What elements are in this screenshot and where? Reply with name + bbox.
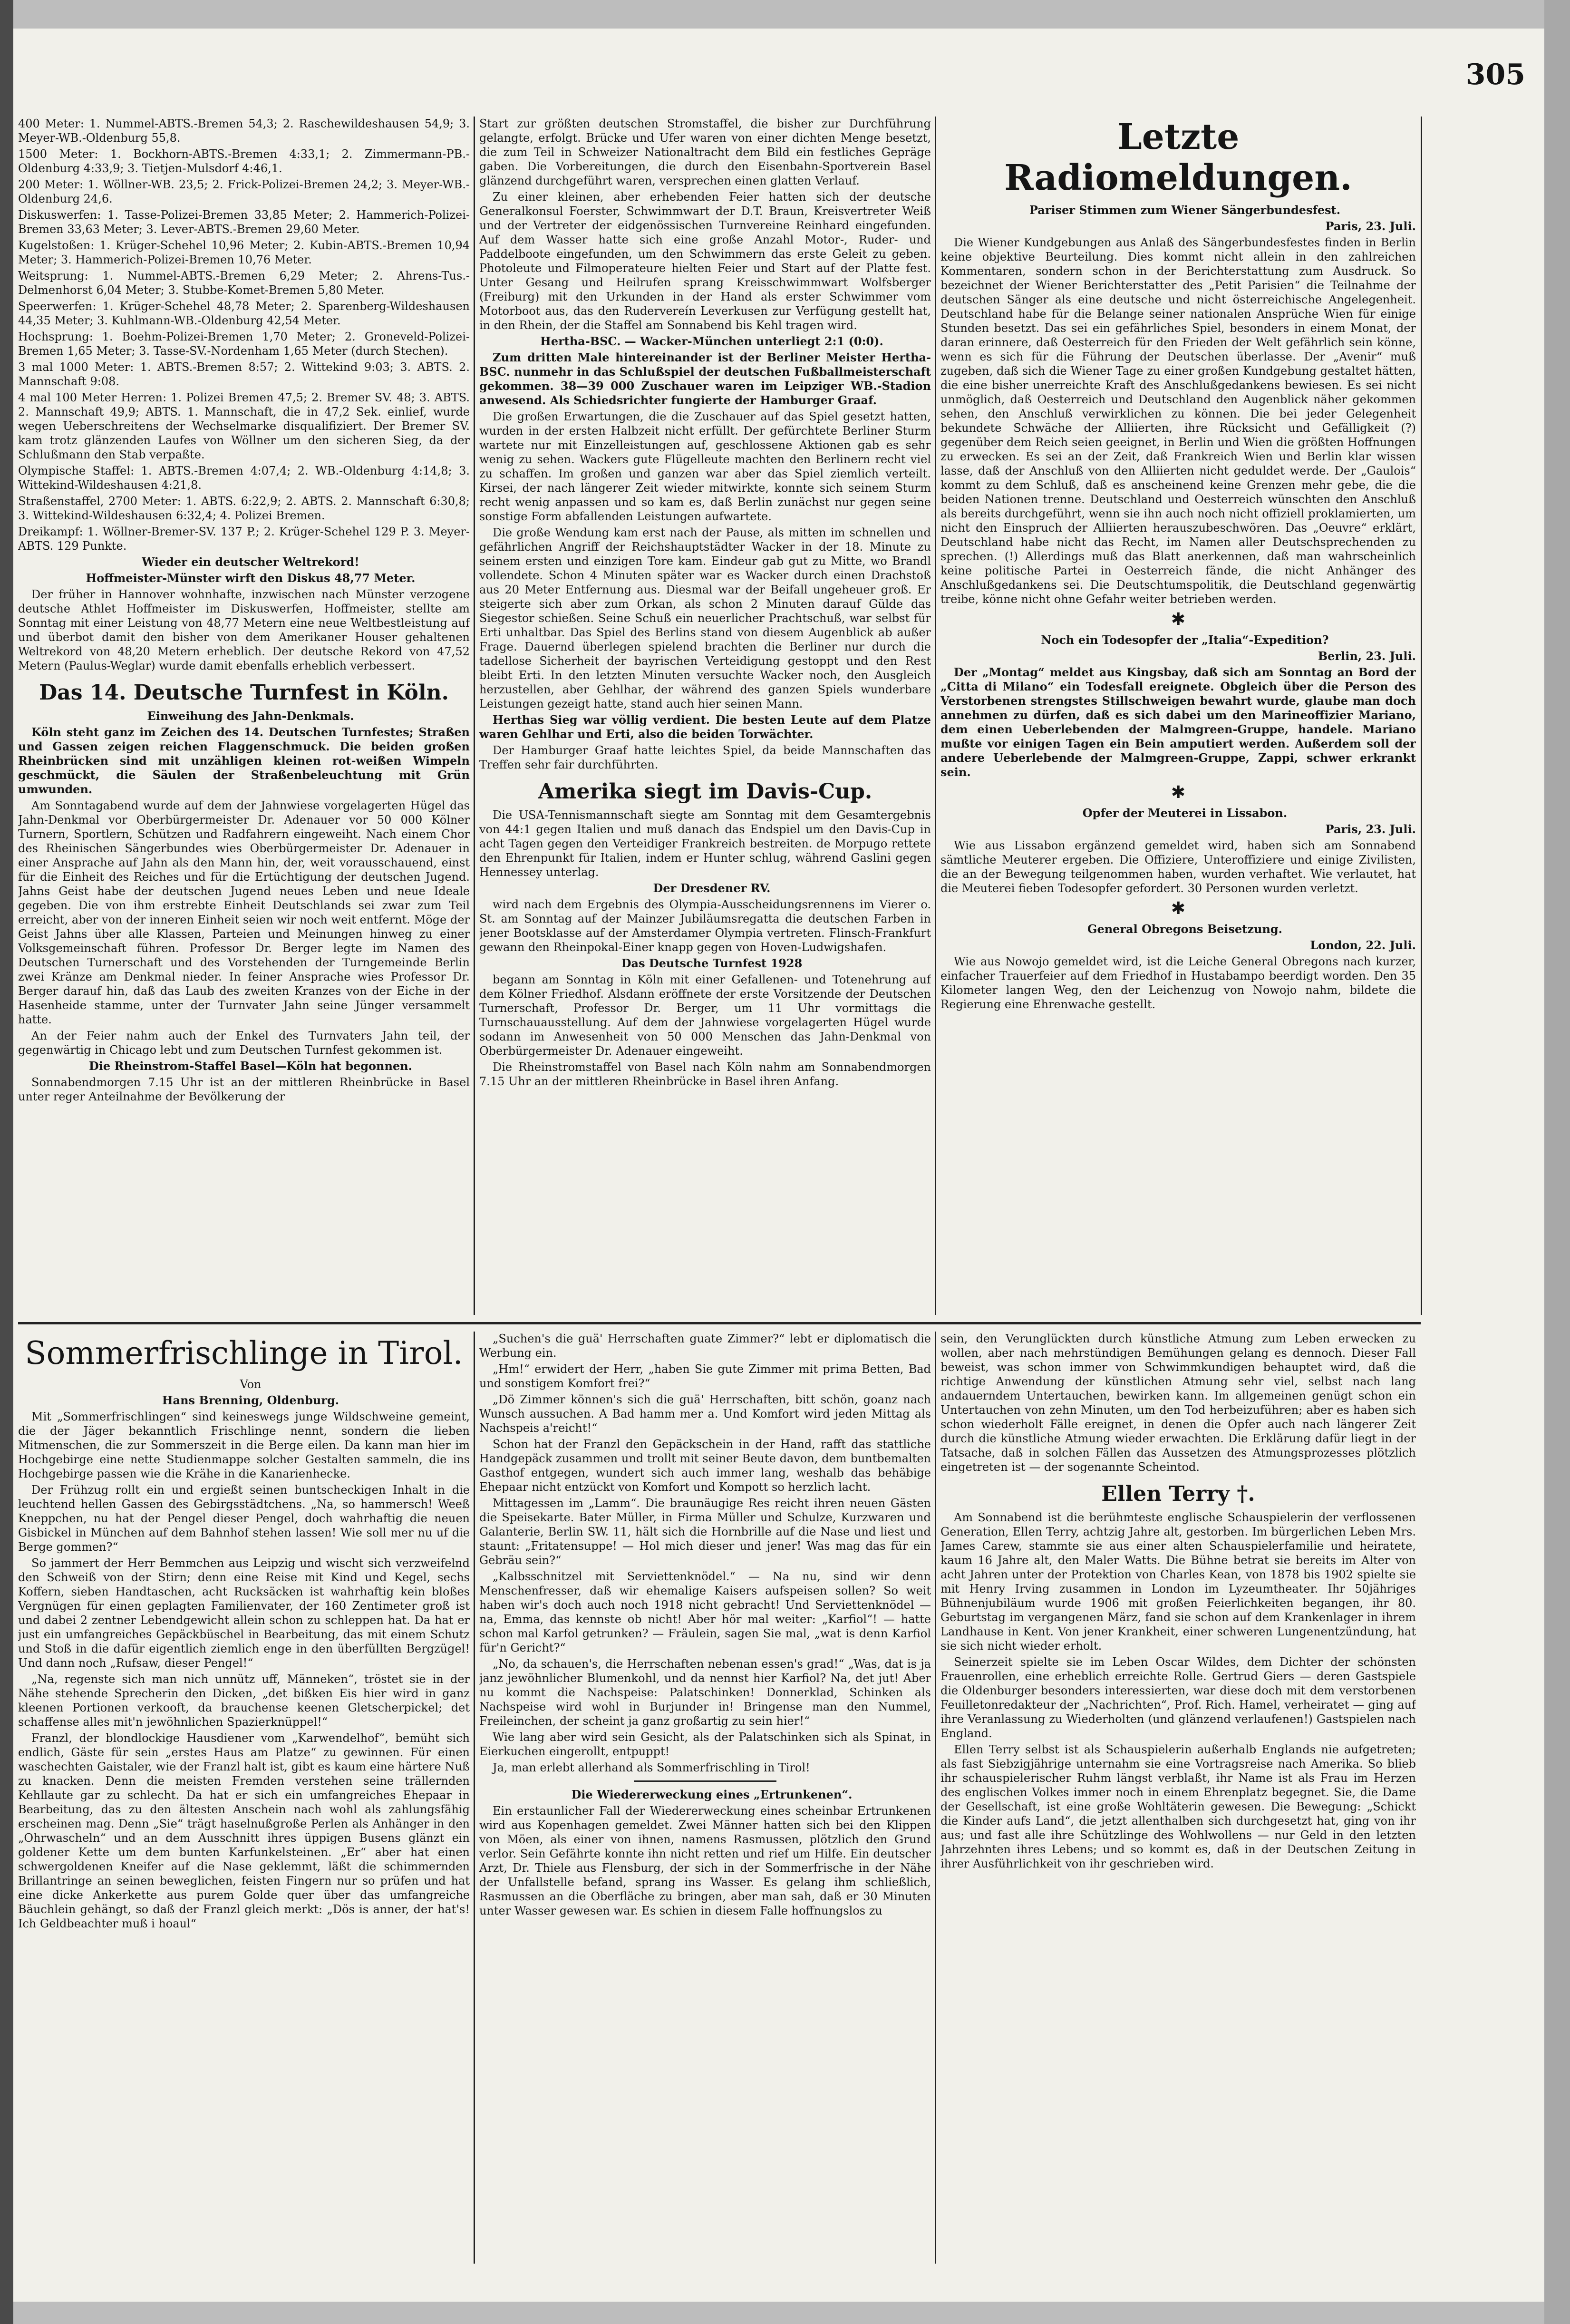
radio-text: Der „Montag“ meldet aus Kingsbay, daß sich am Sonntag an Bord der „Citta di Milano“ ein Todesfall ereignete. Obgleich über die Person des Verstorbenen strengstes Stillschweigen bewahrt wurde, glaube man doch annehmen zu dürfen, daß es sich dabei um den Marineoffizier Mariano, dem einen Ueberlebenden der Malmgreen-Gruppe, handele. Mariano mußte vor einigen Tagen ein Bein amputiert werden. Außerdem soll der andere Ueberlebende der Malmgreen-Gruppe, Zappi, schwer erkrankt sein. [940,665,1416,779]
article-text: Die Rheinstromstaffel von Basel nach Köln nahm am Sonnabendmorgen 7.15 Uhr an der mittleren Rheinbrücke in Basel ihren Anfang. [479,1060,931,1088]
feuilleton-text: „No, da schauen's, die Herrschaften nebenan essen's grad!“ „Was, dat is ja janz jewöhnlicher Blumenkohl, und da nennst hier Karfiol? Na, det jut! Aber nu kommt die Nachspeise: Palatschinken! Donnerklad, Schinken als Nachspeise wird wohl in Burjunder in! Bringense man den Nummel, Freileinchen, der scheint ja ganz großartig zu sein hier!“ [479,1657,931,1728]
article-text: Start zur größten deutschen Stromstaffel, die bisher zur Durchführung gelangte, erfolgt. Brücke und Ufer waren von einer dichten Menge besetzt, die zum Teil in Schweizer Nationaltracht dem Bild ein festliches Gepräge gaben. Die Vorbereitungen, die durch den Eisenbahn-Sportverein Basel glänzend durchgeführt waren, versprechen einen glatten Verlauf. [479,117,931,187]
column-radio-news [940,117,1416,1315]
result-line: Hochsprung: 1. Boehm-Polizei-Bremen 1,70 Meter; 2. Groneveld-Polizei-Bremen 1,65 Meter; 3. Tasse-SV.-Nordenham 1,65 Meter (durch Stechen). [18,330,470,358]
result-line: 1500 Meter: 1. Bockhorn-ABTS.-Bremen 4:33,1; 2. Zimmermann-PB.-Oldenburg 4:33,9; 3. Tietjen-Mulsdorf 4:46,1. [18,147,470,175]
column-sport-reports [479,117,931,1315]
staffel-headline: Die Rheinstrom-Staffel Basel—Köln hat begonnen. [88,1059,413,1073]
article-text: begann am Sonntag in Köln mit einer Gefallenen- und Totenehrung auf dem Kölner Friedhof. Alsdann eröffnete der erste Vorsitzende der Deutschen Turnerschaft, Professor Dr. Berger, um 11 Uhr vormittags die Turnschauausstellung. Auf dem der Jahnwiese vorgelagerten Hügel wurde sodann im Anwesenheit von 50 000 Menschen das Jahn-Denkmal von Oberbürgermeister Dr. Adenauer eingeweiht. [479,973,931,1058]
terry-text: Ellen Terry selbst ist als Schauspielerin außerhalb Englands nie aufgetreten; als fast Siebzigjährige unternahm sie eine Vortragsreise nach Amerika. So blieb ihr schauspielerischer Ruhm längst verblaßt, ihr Name ist als Frau im Herzen des englischen Volkes immer noch in einem Ehrenplatz begegnet. Sie, die Dame der Gesellschaft, ist eine große Wohltäterin gewesen. Die Bewegung: „Schickt die Kinder aufs Land“, die jetzt allenthalben sich durchgesetzt hat, ging von ihr aus; und fast alle ihre Schützlinge des Wohlwollens — nur Geld in den letzten Jahrzehnten ihres Lebens; und so kommt es, daß in der Deutschen Zeitung in ihrer Ausführlichkeit von ihr geschrieben wird. [940,1743,1416,1870]
hertha-headline: Hertha-BSC. — Wacker-München unterliegt 2:1 (0:0). [540,334,883,348]
feuilleton-text: Ja, man erlebt allerhand als Sommerfrischling in Tirol! [493,1761,810,1774]
column-rule [935,117,936,1315]
turnfest-body: Am Sonntagabend wurde auf dem der Jahnwiese vorgelagerten Hügel das Jahn-Denkmal vor Oberbürgermeister Dr. Adenauer vor 50 000 Kölner Turnern, Sportlern, Schützen und Radfahrern eingeweiht. Nach einem Chor des Rheinischen Sängerbundes wies Oberbürgermeister Dr. Adenauer in einer Ansprache auf Jahn als den Mann hin, der, weit vorausschauend, einst für die Einheit des Reiches und für die Ertüchtigung der deutschen Jugend. Jahns Geist habe der deutschen Jugend neues Leben und neue Ideale gegeben. Die von ihm erstrebte Einheit Deutschlands sei zwar zum Teil erreicht, aber von der inneren Einheit seien wir noch weit entfernt. Möge der Geist Jahns über alle Klassen, Parteien und Meinungen hinweg zu einer Volksgemeinschaft führen. Professor Dr. Berger legte im Namen des Deutschen Turnerschaft und des Vorstehenden der Turngemeinde Berlin zwei Kränze am Denkmal nieder. In feiner Ansprache wies Professor Dr. Berger darauf hin, daß das Laub des zweiten Kranzes von der Eiche in der Hasenheide stamme, unter der Turnvater Jahn seine Jünger versammelt hatte. [18,799,470,1026]
result-line: Weitsprung: 1. Nummel-ABTS.-Bremen 6,29 Meter; 2. Ahrens-Tus.-Delmenhorst 6,04 Meter; 3. Stubbe-Komet-Bremen 5,80 Meter. [18,269,470,297]
dateline: Paris, 23. Juli. [1325,219,1416,233]
dateline: Berlin, 23. Juli. [1318,649,1416,663]
weltrekord-headline: Wieder ein deutscher Weltrekord! [142,555,359,569]
feuilleton-text: „Hm!“ erwidert der Herr, „haben Sie gute Zimmer mit prima Betten, Bad und sonstigem Komfort frei?“ [479,1362,931,1390]
article-text: Zu einer kleinen, aber erhebenden Feier hatten sich der deutsche Generalkonsul Foerster, Schwimmwart der D.T. Braun, Kreisvertreter Weiß und der Vertreter der eidgenössischen Turnvereine Reinhard eingefunden. Auf dem Wasser hatte sich eine große Anzahl Motor-, Ruder- und Paddelboote eingefunden, um den Schwimmern das erste Geleit zu geben. Photoleute und Filmoperateure hielten Feier und Start auf der Platte fest. Unter Gesang und Heilrufen sprang Kreisschwimmwart Wolfsberger (Freiburg) mit den Urkunden in der Hand als erster Schwimmer vom Motorboot aus, das den Rudervereín Leverkusen zur Verfügung gestellt hat, in den Rhein, der die Staffel am Sonnabend bis Kehl tragen wird. [479,190,931,332]
feuilleton-text: „Dö Zimmer können's sich die guä' Herrschaften, bitt schön, goanz nach Wunsch aussuchen. A Bad hamm mer a. Und Komfort wird jeden Mittag als Nachspeis a'reicht!“ [479,1393,931,1435]
terry-text: Am Sonnabend ist die berühmteste englische Schauspielerin der verflossenen Generation, Ellen Terry, achtzig Jahre alt, gestorben. Im bürgerlichen Leben Mrs. James Carew, stammte sie aus einer alten Schauspielerfamilie und heiratete, kaum 16 Jahre alt, den Maler Watts. Die Bühne betrat sie bereits im Alter von acht Jahren unter der Protektion von Charles Kean, von 1878 bis 1902 spielte sie mit Henry Irving zusammen in London im Lyzeumtheater. Ihr 50jähriges Bühnenjubiläum wurde 1906 mit großen Feierlichkeiten begangen, ihr 80. Geburtstag im vergangenen März, fand sie schon auf dem Krankenlager in ihrem Landhause in Kent. Von jener Krankheit, einer schweren Lungenentzündung, hat sie sich nicht wieder erholt. [940,1511,1416,1653]
article-text: wird nach dem Ergebnis des Olympia-Ausscheidungsrennens im Vierer o. St. am Sonntag auf der Mainzer Jubiläumsregatta die deutschen Farben in jener Bootsklasse auf der Amsterdamer Olympia vertreten. Flinsch-Frankfurt gewann den Rheinpokal-Einer knapp gegen von Hoven-Ludwigshafen. [479,898,931,954]
feuilleton-text: Wie lang aber wird sein Gesicht, als der Palatschinken sich als Spinat, in Eierkuchen eingerollt, entpuppt! [479,1731,931,1758]
page-number: 305 [1465,58,1525,91]
result-line: Olympische Staffel: 1. ABTS.-Bremen 4:07,4; 2. WB.-Oldenburg 4:14,8; 3. Wittekind-Wildeshausen 4:21,8. [18,464,470,492]
turnfest-text: An der Feier nahm auch der Enkel des Turnvaters Jahn teil, der gegenwärtig in Chicago lebt und zum Deutschen Turnfest gekommen ist. [18,1029,470,1057]
column-feuilleton-1 [18,1332,470,2264]
result-line: 200 Meter: 1. Wöllner-WB. 23,5; 2. Frick-Polizei-Bremen 24,2; 3. Meyer-WB.-Oldenburg 24,6. [18,178,470,205]
result-line: 400 Meter: 1. Nummel-ABTS.-Bremen 54,3; 2. Raschewildeshausen 54,9; 3. Meyer-WB.-Oldenburg 55,8. [18,117,470,145]
scan-border-right [1544,0,1570,2324]
column-rule [935,1332,936,2264]
result-line: Straßenstaffel, 2700 Meter: 1. ABTS. 6:22,9; 2. ABTS. 2. Mannschaft 6:30,8; 3. Wittekind-Wildeshausen 6:32,4; 4. Polizei Bremen. [18,495,470,522]
radio-headline: Noch ein Todesopfer der „Italia“-Expedition? [1041,633,1329,647]
short-rule [634,1780,776,1782]
feuilleton-text: „Kalbsschnitzel mit Serviettenknödel.“ — Na nu, sind wir denn Menschenfresser, daß wir ehemalige Kaisers aufspeisen sollen? So weit haben wir's doch auch noch 1918 nicht gebracht! Und Serviettenknödel — na, Emma, das kennste ob nicht! Aber hör mal weiter: „Karfiol“! — hatte schon mal Karfol getrunken? — Fräulein, sagen Sie mal, „wat is denn Karfiol für'n Gericht?“ [479,1570,931,1654]
star-separator-icon: ✱ [1171,610,1186,629]
staffel-text: Sonnabendmorgen 7.15 Uhr ist an der mittleren Rheinbrücke in Basel unter reger Anteilnahme der Bevölkerung der [18,1076,470,1103]
newspaper-page [13,29,1544,2302]
feuilleton-text: „Suchen's die guä' Herrschaften guate Zimmer?“ lebt er diplomatisch die Werbung ein. [479,1332,931,1360]
column-feuilleton-3 [940,1332,1416,2264]
turnfest-title: Das 14. Deutsche Turnfest in Köln. [39,681,449,705]
star-separator-icon: ✱ [1171,899,1186,918]
section-rule [18,1322,1421,1324]
radio-headline: Opfer der Meuterei in Lissabon. [1082,806,1288,820]
turnfest-lead: Köln steht ganz im Zeichen des 14. Deutschen Turnfestes; Straßen und Gassen zeigen reichen Flaggenschmuck. Die beiden großen Rheinbrücken sind mit unzähligen kleinen rot-weißen Wimpeln geschmückt, die Säulen der Straßenbeleuchtung mit Grün umwunden. [18,725,470,796]
result-line: Dreikampf: 1. Wöllner-Bremer-SV. 137 P.; 2. Krüger-Schehel 129 P. 3. Meyer-ABTS. 129 Punkte. [18,525,470,553]
amerika-title: Amerika siegt im Davis-Cup. [538,779,872,804]
feuilleton-text: Schon hat der Franzl den Gepäckschein in der Hand, rafft das stattliche Handgepäck zusammen und trollt mit seiner Beute davon, dem buntbemalten Gasthof entgegen, wundert sich auch immer lang, weshalb das behäbige Ehepaar nicht entzückt von Komfort und Kompott so herzlich lacht. [479,1438,931,1494]
article-text: Zum dritten Male hintereinander ist der Berliner Meister Hertha-BSC. nunmehr in das Schlußspiel der deutschen Fußballmeisterschaft gekommen. 38—39 000 Zuschauer waren im Leipziger WB.-Stadion anwesend. Als Schiedsrichter fungierte der Hamburger Graaf. [479,350,931,407]
author: Hans Brenning, Oldenburg. [162,1393,339,1407]
result-line: 4 mal 100 Meter Herren: 1. Polizei Bremen 47,5; 2. Bremer SV. 48; 3. ABTS. 2. Mannschaft 49,9; ABTS. 1. Mannschaft, die in 47,2 Sek. einlief, wurde wegen Ueberschreitens der Wechselmarke disqualifiziert. Der Bremer SV. kam trotz glänzenden Laufes von Wöllner um den sicheren Sieg, da der Schlußmann den Stab verpaßte. [18,391,470,461]
star-separator-icon: ✱ [1171,783,1186,802]
sommer-title: Sommerfrischlinge in Tirol. [25,1335,463,1371]
terry-title: Ellen Terry †. [1101,1482,1255,1506]
result-line: Speerwerfen: 1. Krüger-Schehel 48,78 Meter; 2. Sparenberg-Wildeshausen 44,35 Meter; 3. Kuhlmann-WB.-Oldenburg 42,54 Meter. [18,300,470,327]
feuilleton-text: Mittagessen im „Lamm“. Die braunäugige Res reicht ihren neuen Gästen die Speisekarte. Bater Müller, in Firma Müller und Schulze, Kurzwaren und Galanterie, Berlin SW. 11, hält sich die Hornbrille auf die Nase und liest und staunt: „Fritatensuppe! — Hol mich dieser und jener! Was mag das für ein Gebräu sein?“ [479,1497,931,1567]
feuilleton-text: So jammert der Herr Bemmchen aus Leipzig und wischt sich verzweifelnd den Schweiß von der Stirn; denn eine Reise mit Kind und Kegel, sechs Koffern, sieben Handtaschen, acht Rucksäcken ist wahrhaftig kein bloßes Vergnügen für einen geplagten Familienvater, der 160 Zentimeter groß ist und dabei 2 zentner Lebendgewicht allein schon zu schleppen hat. Da hat er just ein umfangreiches Gepäckbüschel in Bearbeitung, das mit einem Schutz und Stoß in die dafür eigentlich ziemlich enge in den überfüllten Bergzügel! Und dann noch „Rufsaw, dieser Pengel!“ [18,1556,470,1670]
feuilleton-text: Franzl, der blondlockige Hausdiener vom „Karwendelhof“, bemüht sich endlich, Gäste für sein „erstes Haus am Platze“ zu gewinnen. Für einen waschechten Gaistaler, wie der Franzl halt ist, gibt es kaum eine härtere Nuß zu knacken. Denn die meisten Fremden verstehen seine trällernden Kehllaute gar zu schlecht. Da hat er sich ein umfangreiches Ehepaar in Bearbeitung, das zu den ältesten Anschein nach wohl als zahlungsfähig erscheinen mag. Denn „Sie“ trägt haselnußgroße Perlen als Anhänger in den „Ohrwascheln“ und an dem Ausschnitt ihres üppigen Busens glänzt ein goldener Kette um dem bunten Karfunkelsteinen. „Er“ aber hat einen schwergoldenen Kneifer auf die Nase geklemmt, läßt die schimmernden Brillantringe an seinen beweglichen, feisten Fingern nur so prüfen und hat eine dicke Ankerkette aus purem Golde quer über das umfangreiche Bäuchlein gehängt, so daß der Franzl gleich merkt: „Dös is anner, der hat's! Ich Geldbeachter muß i hoaul“ [18,1731,470,1930]
result-line: 3 mal 1000 Meter: 1. ABTS.-Bremen 8:57; 2. Wittekind 9:03; 3. ABTS. 2. Mannschaft 9:08. [18,360,470,388]
article-text: Die große Wendung kam erst nach der Pause, als mitten im schnellen und gefährlichen Angriff der Reichshauptstädter Wacker in der 18. Minute zu seinem ersten und einzigen Tore kam. Eindeur gab gut zu Mitte, wo Brandl vollendete. Schon 4 Minuten später war es Wacker durch einen Drachstoß aus 20 Meter Entfernung aus. Diesmal war der Beifall ungeheuer groß. Er steigerte sich aber zum Orkan, als schon 2 Minuten darauf Gülde das Siegestor schießen. Seine Schuß ein neuerlicher Prachtschuß, war selbst für Erti unhaltbar. Das Spiel des Berlins stand von diesem Augenblick ab außer Frage. Dauernd überlegen spielend brachten die Berliner nur durch die tadellose Sicherheit der bayrischen Verteidigung gestoppt und den Rest bleibt Erti. In den letzten Minuten versuchte Wacker noch, den Ausgleich herzustellen, aber Gehlhar, der während des ganzen Spiels wunderbare Leistungen gezeigt hatte, stand auch hier seinen Mann. [479,526,931,710]
radio-headline: Pariser Stimmen zum Wiener Sängerbundesfest. [1029,203,1341,217]
article-text: Die USA-Tennismannschaft siegte am Sonntag mit dem Gesamtergebnis von 44:1 gegen Italien und muß danach das Endspiel um den Davis-Cup in acht Tagen gegen den Verteidiger Frankreich bestreiten. de Morpugo rettete den Ehrenpunkt für Italien, indem er Hunter schlug, während Gaslini gegen Hennessey unterlag. [479,808,931,879]
radio-title: Letzte Radiomeldungen. [1004,117,1352,198]
terry-text: Seinerzeit spielte sie im Leben Oscar Wildes, dem Dichter der schönsten Frauenrollen, eine erheblich erreichte Rolle. Gertrud Giers — deren Gastspiele die Oldenburger besonders interessierten, war diese doch mit dem verstorbenen Feuilletonredakteur der „Nachrichten“, Prof. Rich. Hamel, verheiratet — ging auf ihre Veranlassung zu Wiederholten (und glänzend verlaufenen!) Gastspielen nach England. [940,1655,1416,1740]
scan-border-left [0,0,13,2324]
radio-headline: General Obregons Beisetzung. [1087,922,1283,936]
wieder-text: Ein erstaunlicher Fall der Wiedererweckung eines scheinbar Ertrunkenen wird aus Kopenhagen gemeldet. Zwei Männer hatten sich bei den Klippen von Möen, als einer von ihnen, namens Rasmussen, plötzlich den Grund verlor. Sein Gefährte konnte ihn nicht retten und rief um Hilfe. Ein deutscher Arzt, Dr. Thiele aus Flensburg, der sich in der Sommerfrische in der Nähe der Unfallstelle befand, sprang ins Wasser. Es gelang ihm schließlich, Rasmussen an die Oberfläche zu bringen, aber man sah, daß er 30 Minuten unter Wasser gewesen war. Es schien in diesem Falle hoffnungslos zu [479,1804,931,1917]
column-sport-results [18,117,470,1315]
article-text: Herthas Sieg war völlig verdient. Die besten Leute auf dem Platze waren Gehlhar und Erti, also die beiden Torwächter. [479,713,931,741]
result-line: Kugelstoßen: 1. Krüger-Schehel 10,96 Meter; 2. Kubin-ABTS.-Bremen 10,94 Meter; 3. Hammerich-Polizei-Bremen 10,76 Meter. [18,239,470,266]
feuilleton-text: Der Frühzug rollt ein und ergießt seinen buntscheckigen Inhalt in die leuchtend hellen Gassen des Gebirgsstädtchens. „Na, so hammersch! Weeß Kneppchen, nu hat der Pengel dieser Pengel, doch wahrhaftig die neuen Gisbickel in München auf dem Bahnhof stehen lassen! Wie soll mer nu uf die Berge gommen?“ [18,1483,470,1554]
feuilleton-text: Mit „Sommerfrischlingen“ sind keineswegs junge Wildschweine gemeint, die der Jäger bekanntlich Frischlinge nennt, sondern die lieben Mitmenschen, die zur Sommerszeit in die Berge eilen. Da kann man hier im Hochgebirge eine nette Studienmappe solcher Gestalten sammeln, die ins Hochgebirge passen wie die Krähe in die Kanarienhecke. [18,1410,470,1480]
wieder-headline: Die Wiedererweckung eines „Ertrunkenen“. [571,1788,853,1801]
turnfest-subtitle: Einweihung des Jahn-Denkmals. [147,709,354,723]
feuilleton-text: „Na, regenste sich man nich unnütz uff, Männeken“, tröstet sie in der Nähe stehende Sprecherin den Dicken, „det bißken Eis hier wird in ganz kleenen Portionen verkooft, da brauchense keenen Gletscherpickel; det schaffense alles mit'n jewöhnlichen Spazierknüppel!“ [18,1673,470,1729]
dateline: Paris, 23. Juli. [1325,822,1416,836]
byline-von: Von [240,1378,262,1391]
wieder-text-continued: sein, den Verunglückten durch künstliche Atmung zum Leben erwecken zu wollen, aber nach mehrstündigen Bemühungen gelang es dennoch. Dieser Fall beweist, was schon immer von Schwimmkundigen behauptet wird, daß die richtige Anwendung der künstlichen Atmung sehr viel, selbst nach lang andauerndem Untertauchen, bewirken kann. Im allgemeinen genügt schon ein Untertauchen von zehn Minuten, um den Tod herbeizuführen; aber es haben sich schon wiederholt Fälle ereignet, in denen die Opfer auch nach längerer Zeit durch die künstliche Atmung wieder erwachten. Die Erklärung dafür liegt in der Tatsache, daß in solchen Fällen das Aussetzen des Atmungsprozesses plötzlich eingetreten ist — der sogenannte Scheintod. [940,1332,1416,1474]
column-rule [474,117,475,1315]
dateline: London, 22. Juli. [1310,938,1416,952]
ruder-headline: Der Dresdener RV. [653,881,771,895]
radio-text: Die Wiener Kundgebungen aus Anlaß des Sängerbundesfestes finden in Berlin keine objektive Beurteilung. Dies kommt nicht allein in den zahlreichen Kommentaren, sondern schon in der Berichterstattung zum Ausdruck. So bezeichnet der Wiener Berichterstatter des „Petit Parisien“ die Teilnahme der deutschen Sänger als eine deutsche und nicht österreichische Angelegenheit. Deutschland habe für die Belange seiner nationalen Ansprüche Wien für einige Stunden besetzt. Das sei ein gefährliches Spiel, besonders in einem Monat, der daran erinnere, daß Oesterreich für den Frieden der Welt gefährlich sein könne, wenn es sich für die Führung der Deutschen überlasse. Der „Avenir“ muß zugeben, daß sich die Wiener Tage zu einer großen Kundgebung gestaltet hätten, die eine bisher unerreichte Kraft des Anschlußgedankens bewiesen. Es sei nicht unmöglich, daß Oesterreich und Deutschland den Augenblick näher gekommen sehen, den Anschluß verwirklichen zu können. Die bei jeder Gelegenheit bekundete Schwäche der Alliierten, ihre Rücksicht und Gefälligkeit (?) gegenüber dem Reich seien geeignet, in Berlin und Wien die größten Hoffnungen zu erwecken. Es sei an der Zeit, daß Frankreich Wien und Berlin klar wissen lasse, daß der Anschluß von den Alliierten nicht geduldet werde. Der „Gaulois“ kommt zu dem Schluß, daß es anscheinend keine Grenzen mehr gebe, die die beiden Nationen trenne. Deutschland und Oesterreich wünschten den Anschluß als bereits durchgeführt, wenn sie ihn auch noch nicht offiziell proklamierten, um nicht den Einspruch der Alliierten herauszubeschwören. Das „Oeuvre“ erklärt, Deutschland habe nicht das Recht, im Namen aller Deutschsprechenden zu sprechen. (!) Allerdings muß das Blatt anerkennen, daß man wahrscheinlich keine politische Partei in Oesterreich fände, die nicht Anhänger des Anschlußgedankens sei. Die Deutschtumspolitik, die Deutschland gegenwärtig treibe, könne nicht ohne Gefahr weiter betrieben werden. [940,236,1416,606]
weltrekord-text: Der früher in Hannover wohnhafte, inzwischen nach Münster verzogene deutsche Athlet Hoffmeister im Diskuswerfen, Hoffmeister, stellte am Sonntag mit einer Leistung von 48,77 Metern eine neue Weltbestleistung auf und überbot damit den bisher von dem Amerikaner Houser gehaltenen Weltrekord von 48,20 Metern erheblich. Der deutsche Rekord von 47,52 Metern (Paulus-Weglar) wurde damit ebenfalls erheblich verbessert. [18,588,470,672]
radio-text: Wie aus Nowojo gemeldet wird, ist die Leiche General Obregons nach kurzer, einfacher Trauerfeier auf dem Friedhof in Hustabampo beerdigt worden. Den 35 Kilometer langen Weg, den der Leichenzug von Nowojo nahm, bildete die Regierung eine Ehrenwache gestellt. [940,955,1416,1011]
column-rule [474,1332,475,2264]
radio-text: Wie aus Lissabon ergänzend gemeldet wird, haben sich am Sonnabend sämtliche Meuterer ergeben. Die Offiziere, Unteroffiziere und einige Zivilisten, die an der Bewegung teilgenommen haben, wurden verhaftet. Wie verlautet, hat die Meuterei fieben Todesopfer gefordert. 30 Personen wurden verletzt. [940,839,1416,895]
column-feuilleton-2 [479,1332,931,2264]
turnfest-1928-headline: Das Deutsche Turnfest 1928 [621,956,803,970]
article-text: Der Hamburger Graaf hatte leichtes Spiel, da beide Mannschaften das Treffen sehr fair durchführten. [479,744,931,771]
column-rule [1421,117,1422,1315]
weltrekord-subheadline: Hoffmeister-Münster wirft den Diskus 48,77 Meter. [86,571,416,585]
result-line: Diskuswerfen: 1. Tasse-Polizei-Bremen 33,85 Meter; 2. Hammerich-Polizei-Bremen 33,63 Meter; 3. Lever-ABTS.-Bremen 29,60 Meter. [18,208,470,236]
article-text: Die großen Erwartungen, die die Zuschauer auf das Spiel gesetzt hatten, wurden in der ersten Halbzeit nicht erfüllt. Der gefürchtete Berliner Sturm wartete nur mit Einzelleistungen auf, geschlossene Aktionen gab es sehr wenig zu sehen. Wackers gute Flügelleute machten den Berlinern recht viel zu schaffen. Im großen und ganzen war aber das Spiel ziemlich verteilt. Kirsei, der nach längerer Zeit wieder mitwirkte, konnte sich seinem Sturm recht wenig anpassen und so kam es, daß Berlin zunächst nur gegen seine sonstige Form abfallenden Leistungen aufwartete. [479,410,931,523]
